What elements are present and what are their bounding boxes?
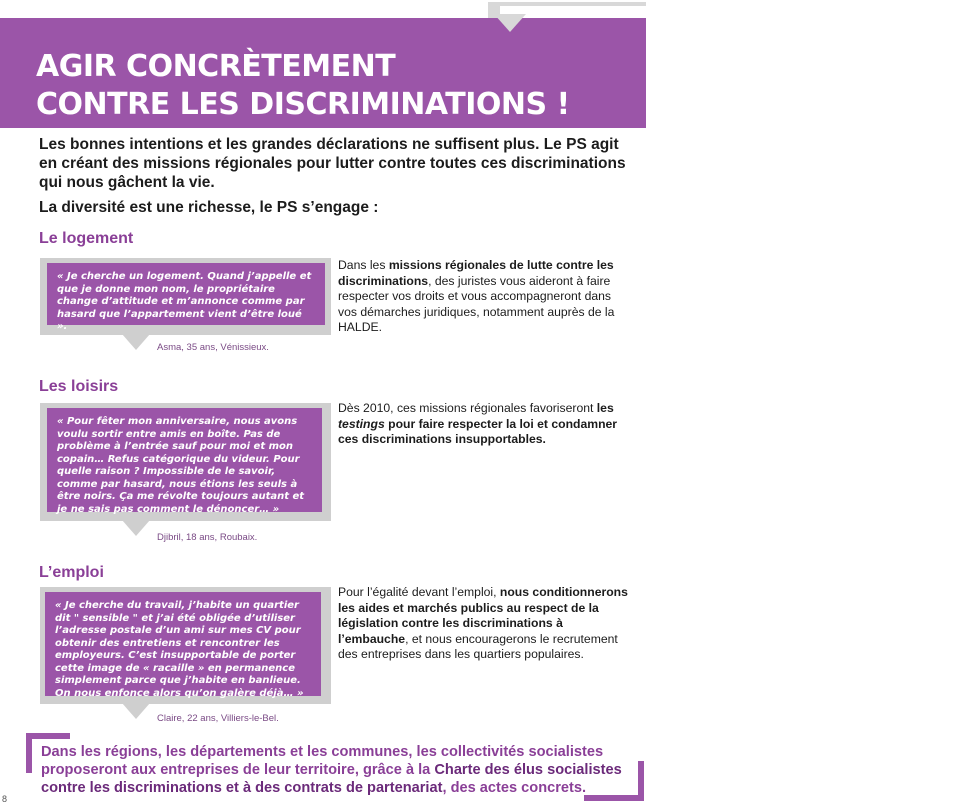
body-text-part: Pour l’égalité devant l’emploi,	[338, 585, 500, 599]
body-text-bold: missions régionales de lutte contre les discriminations	[338, 258, 614, 288]
body-text-bold: nous conditionnerons les aides et marchés publics au respect de la législation contre les discriminations à l’embauche	[338, 585, 628, 646]
quote-bubble-tail	[122, 703, 150, 719]
body-text-logement	[338, 258, 628, 336]
quote-attribution-emploi: Claire, 22 ans, Villiers-le-Bel.	[157, 713, 279, 724]
body-text-bold: pour faire respecter la loi et condamner ces discriminations insupportables.	[338, 416, 618, 446]
intro-paragraph: Les bonnes intentions et les grandes déclarations ne suffisent plus. Le PS agit en créant des missions régionales pour lutter contre toutes ces discriminations qui nous gâchent la vie.	[39, 136, 626, 191]
body-text-part: Dès 2010, ces missions régionales favoriseront	[338, 401, 597, 415]
section-title-logement: Le logement	[39, 230, 134, 247]
body-text-loisirs	[338, 401, 628, 448]
quote-text: « Pour fêter mon anniversaire, nous avons voulu sortir entre amis en boîte. Pas de problème à l’entrée sauf pour moi et mon copain… Refus catégorique du videur. Pour quelle raison ? Impossible de le savoir, comme par hasard, nous étions les seuls à être noirs. Ça me révolte toujours autant et je ne sais pas comment le dénoncer… »	[47, 408, 322, 512]
quote-text: « Je cherche du travail, j’habite un quartier dit " sensible " et j’ai été obligée d’utiliser l’adresse postale d’un ami sur mes CV pour obtenir des entretiens et rencontrer les employeurs. C’est insupportable de porter cette image de « racaille » en permanence simplement parce que j’habite en banlieue. On nous enfonce alors qu’on galère déjà… »	[45, 592, 321, 696]
body-text-part: Dans les	[338, 258, 389, 272]
quote-text: « Je cherche un logement. Quand j’appelle et que je donne mon nom, le propriétaire change d’attitude et m’annonce comme par hasard que l’appartement vient d’être loué ».	[47, 263, 325, 325]
body-text-part: , et nous encouragerons le recrutement des entreprises dans les quartiers populaires.	[338, 631, 618, 661]
quote-attribution-logement: Asma, 35 ans, Vénissieux.	[157, 342, 269, 353]
footer-callout	[26, 733, 644, 801]
page-title-line-2: CONTRE LES DISCRIMINATIONS !	[36, 87, 570, 122]
quote-bubble-tail	[122, 520, 150, 536]
footer-text-strong: Charte des élus socialistes contre les discriminations et à des contrats de partenariat	[41, 762, 622, 796]
section-title-emploi: L’emploi	[39, 564, 104, 581]
body-text-bold: les	[596, 401, 614, 415]
header-tab-arrow	[494, 14, 526, 32]
footer-text-part: Dans les régions, les départements et les communes, les collectivités socialistes proposeront aux entreprises de leur territoire, grâce à la	[41, 744, 604, 778]
footer-text-part: , des actes concrets.	[442, 780, 587, 796]
body-text-part: , des juristes vous aideront à faire respecter vos droits et vous accompagneront dans vos démarches juridiques, notamment auprès de la HALDE.	[338, 273, 615, 334]
page-number: 8	[2, 794, 8, 804]
body-text-emploi	[338, 585, 628, 663]
page-title	[36, 48, 570, 124]
section-title-loisirs: Les loisirs	[39, 378, 119, 395]
page-title-line-1: AGIR CONCRÈTEMENT	[36, 49, 396, 84]
footer-callout-text	[41, 743, 641, 797]
quote-attribution-loisirs: Djibril, 18 ans, Roubaix.	[157, 532, 258, 543]
body-text-bold-italic: testings	[338, 416, 385, 431]
engagement-heading: La diversité est une richesse, le PS s’engage :	[39, 199, 379, 216]
quote-bubble-tail	[122, 334, 150, 350]
